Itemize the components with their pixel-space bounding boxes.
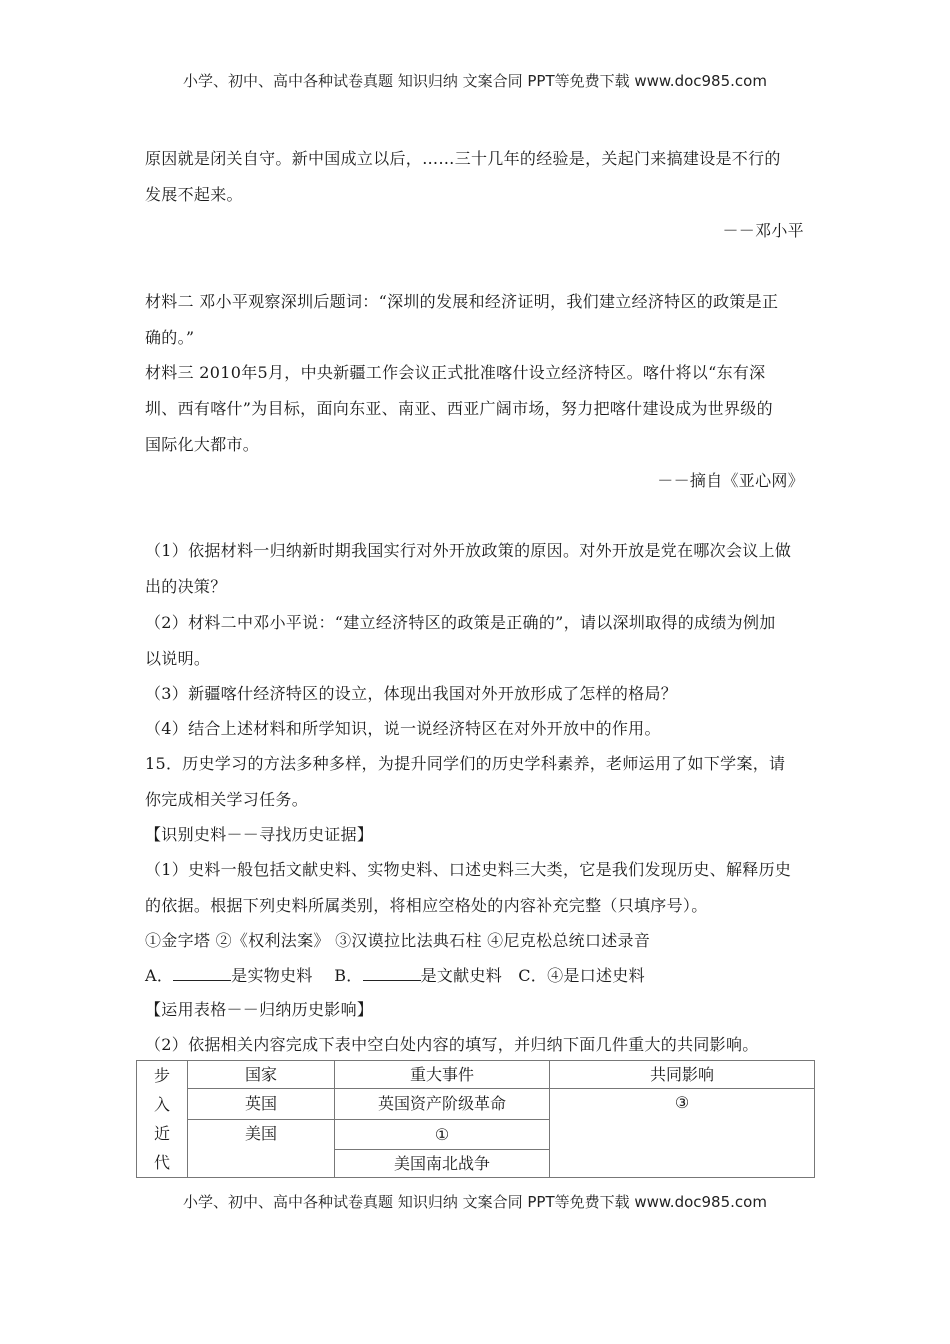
fill-c: C．④是口述史料 bbox=[518, 966, 645, 985]
cell-us-event2: 美国南北战争 bbox=[335, 1150, 550, 1178]
q14-1-line2: 出的决策？ bbox=[145, 577, 227, 596]
q14-3: （3）新疆喀什经济特区的设立，体现出我国对外开放形成了怎样的格局？ bbox=[145, 684, 678, 703]
header-impact: 共同影响 bbox=[550, 1061, 815, 1089]
table-side-label bbox=[137, 1061, 188, 1178]
q15-1-line1: （1）史料一般包括文献史料、实物史料、口述史料三大类，它是我们发现历史、解释历史 bbox=[145, 860, 792, 879]
side-char: 代 bbox=[153, 1153, 170, 1172]
q15-options: ①金字塔 ②《权利法案》 ③汉谟拉比法典石柱 ④尼克松总统口述录音 bbox=[145, 931, 651, 950]
q15-2-line1: （2）依据相关内容完成下表中空白处内容的填写，并归纳下面几件重大的共同影响。 bbox=[145, 1035, 759, 1054]
material2-line1: 材料二 邓小平观察深圳后题词：“深圳的发展和经济证明，我们建立经济特区的政策是正 bbox=[145, 292, 779, 311]
material3-line2: 圳、西有喀什”为目标，面向东亚、南亚、西亚广阔市场，努力把喀什建设成为世界级的 bbox=[145, 399, 773, 418]
material1-line1: 原因就是闭关自守。新中国成立以后，……三十几年的经验是，关起门来搞建设是不行的 bbox=[145, 149, 781, 168]
section-table-title: 【运用表格－－归纳历史影响】 bbox=[145, 1000, 374, 1019]
q14-4: （4）结合上述材料和所学知识，说一说经济特区在对外开放中的作用。 bbox=[145, 719, 661, 738]
q14-2-line1: （2）材料二中邓小平说：“建立经济特区的政策是正确的”，请以深圳取得的成绩为例加 bbox=[145, 613, 776, 632]
fill-b-suffix: 是文献史料 bbox=[420, 966, 503, 985]
q15-intro-line2: 你完成相关学习任务。 bbox=[145, 790, 309, 809]
cell-uk: 英国 bbox=[188, 1089, 335, 1120]
material3-line1: 材料三 2010年5月，中央新疆工作会议正式批准喀什设立经济特区。喀什将以“东有深 bbox=[145, 363, 766, 382]
fill-a-prefix: A． bbox=[145, 966, 174, 985]
cell-uk-event: 英国资产阶级革命 bbox=[335, 1089, 550, 1120]
material2-line2: 确的。” bbox=[145, 328, 195, 347]
history-table bbox=[136, 1060, 815, 1178]
side-char: 近 bbox=[153, 1124, 170, 1143]
q15-1-line2: 的依据。根据下列史料所属类别，将相应空格处的内容补充完整（只填序号）。 bbox=[145, 896, 708, 915]
side-char: 步 bbox=[153, 1066, 170, 1085]
material3-source: －－摘自《亚心网》 bbox=[657, 471, 804, 490]
page-header: 小学、初中、高中各种试卷真题 知识归纳 文案合同 PPT等免费下载 www.doc985.com bbox=[183, 72, 767, 90]
cell-us: 美国 bbox=[188, 1119, 335, 1178]
fill-b-blank[interactable] bbox=[363, 966, 421, 981]
fill-b-prefix: B． bbox=[334, 966, 363, 985]
fill-a-blank[interactable] bbox=[173, 966, 231, 981]
side-char: 入 bbox=[153, 1095, 170, 1114]
header-event: 重大事件 bbox=[335, 1061, 550, 1089]
fill-a-suffix: 是实物史料 bbox=[231, 966, 313, 985]
cell-us-event-blank[interactable]: ① bbox=[335, 1119, 550, 1150]
q14-2-line2: 以说明。 bbox=[145, 649, 211, 668]
cell-impact-blank[interactable]: ③ bbox=[550, 1089, 815, 1178]
header-country: 国家 bbox=[188, 1061, 335, 1089]
q14-1-line1: （1）依据材料一归纳新时期我国实行对外开放政策的原因。对外开放是党在哪次会议上做 bbox=[145, 541, 792, 560]
material3-line3: 国际化大都市。 bbox=[145, 435, 260, 454]
q15-intro-line1: 15．历史学习的方法多种多样，为提升同学们的历史学科素养，老师运用了如下学案，请 bbox=[145, 754, 786, 773]
section-identify-title: 【识别史料－－寻找历史证据】 bbox=[145, 825, 374, 844]
fill-in-line bbox=[145, 963, 645, 986]
material1-source: －－邓小平 bbox=[722, 221, 804, 240]
page-footer: 小学、初中、高中各种试卷真题 知识归纳 文案合同 PPT等免费下载 www.doc985.com bbox=[183, 1193, 767, 1211]
material1-line2: 发展不起来。 bbox=[145, 185, 243, 204]
